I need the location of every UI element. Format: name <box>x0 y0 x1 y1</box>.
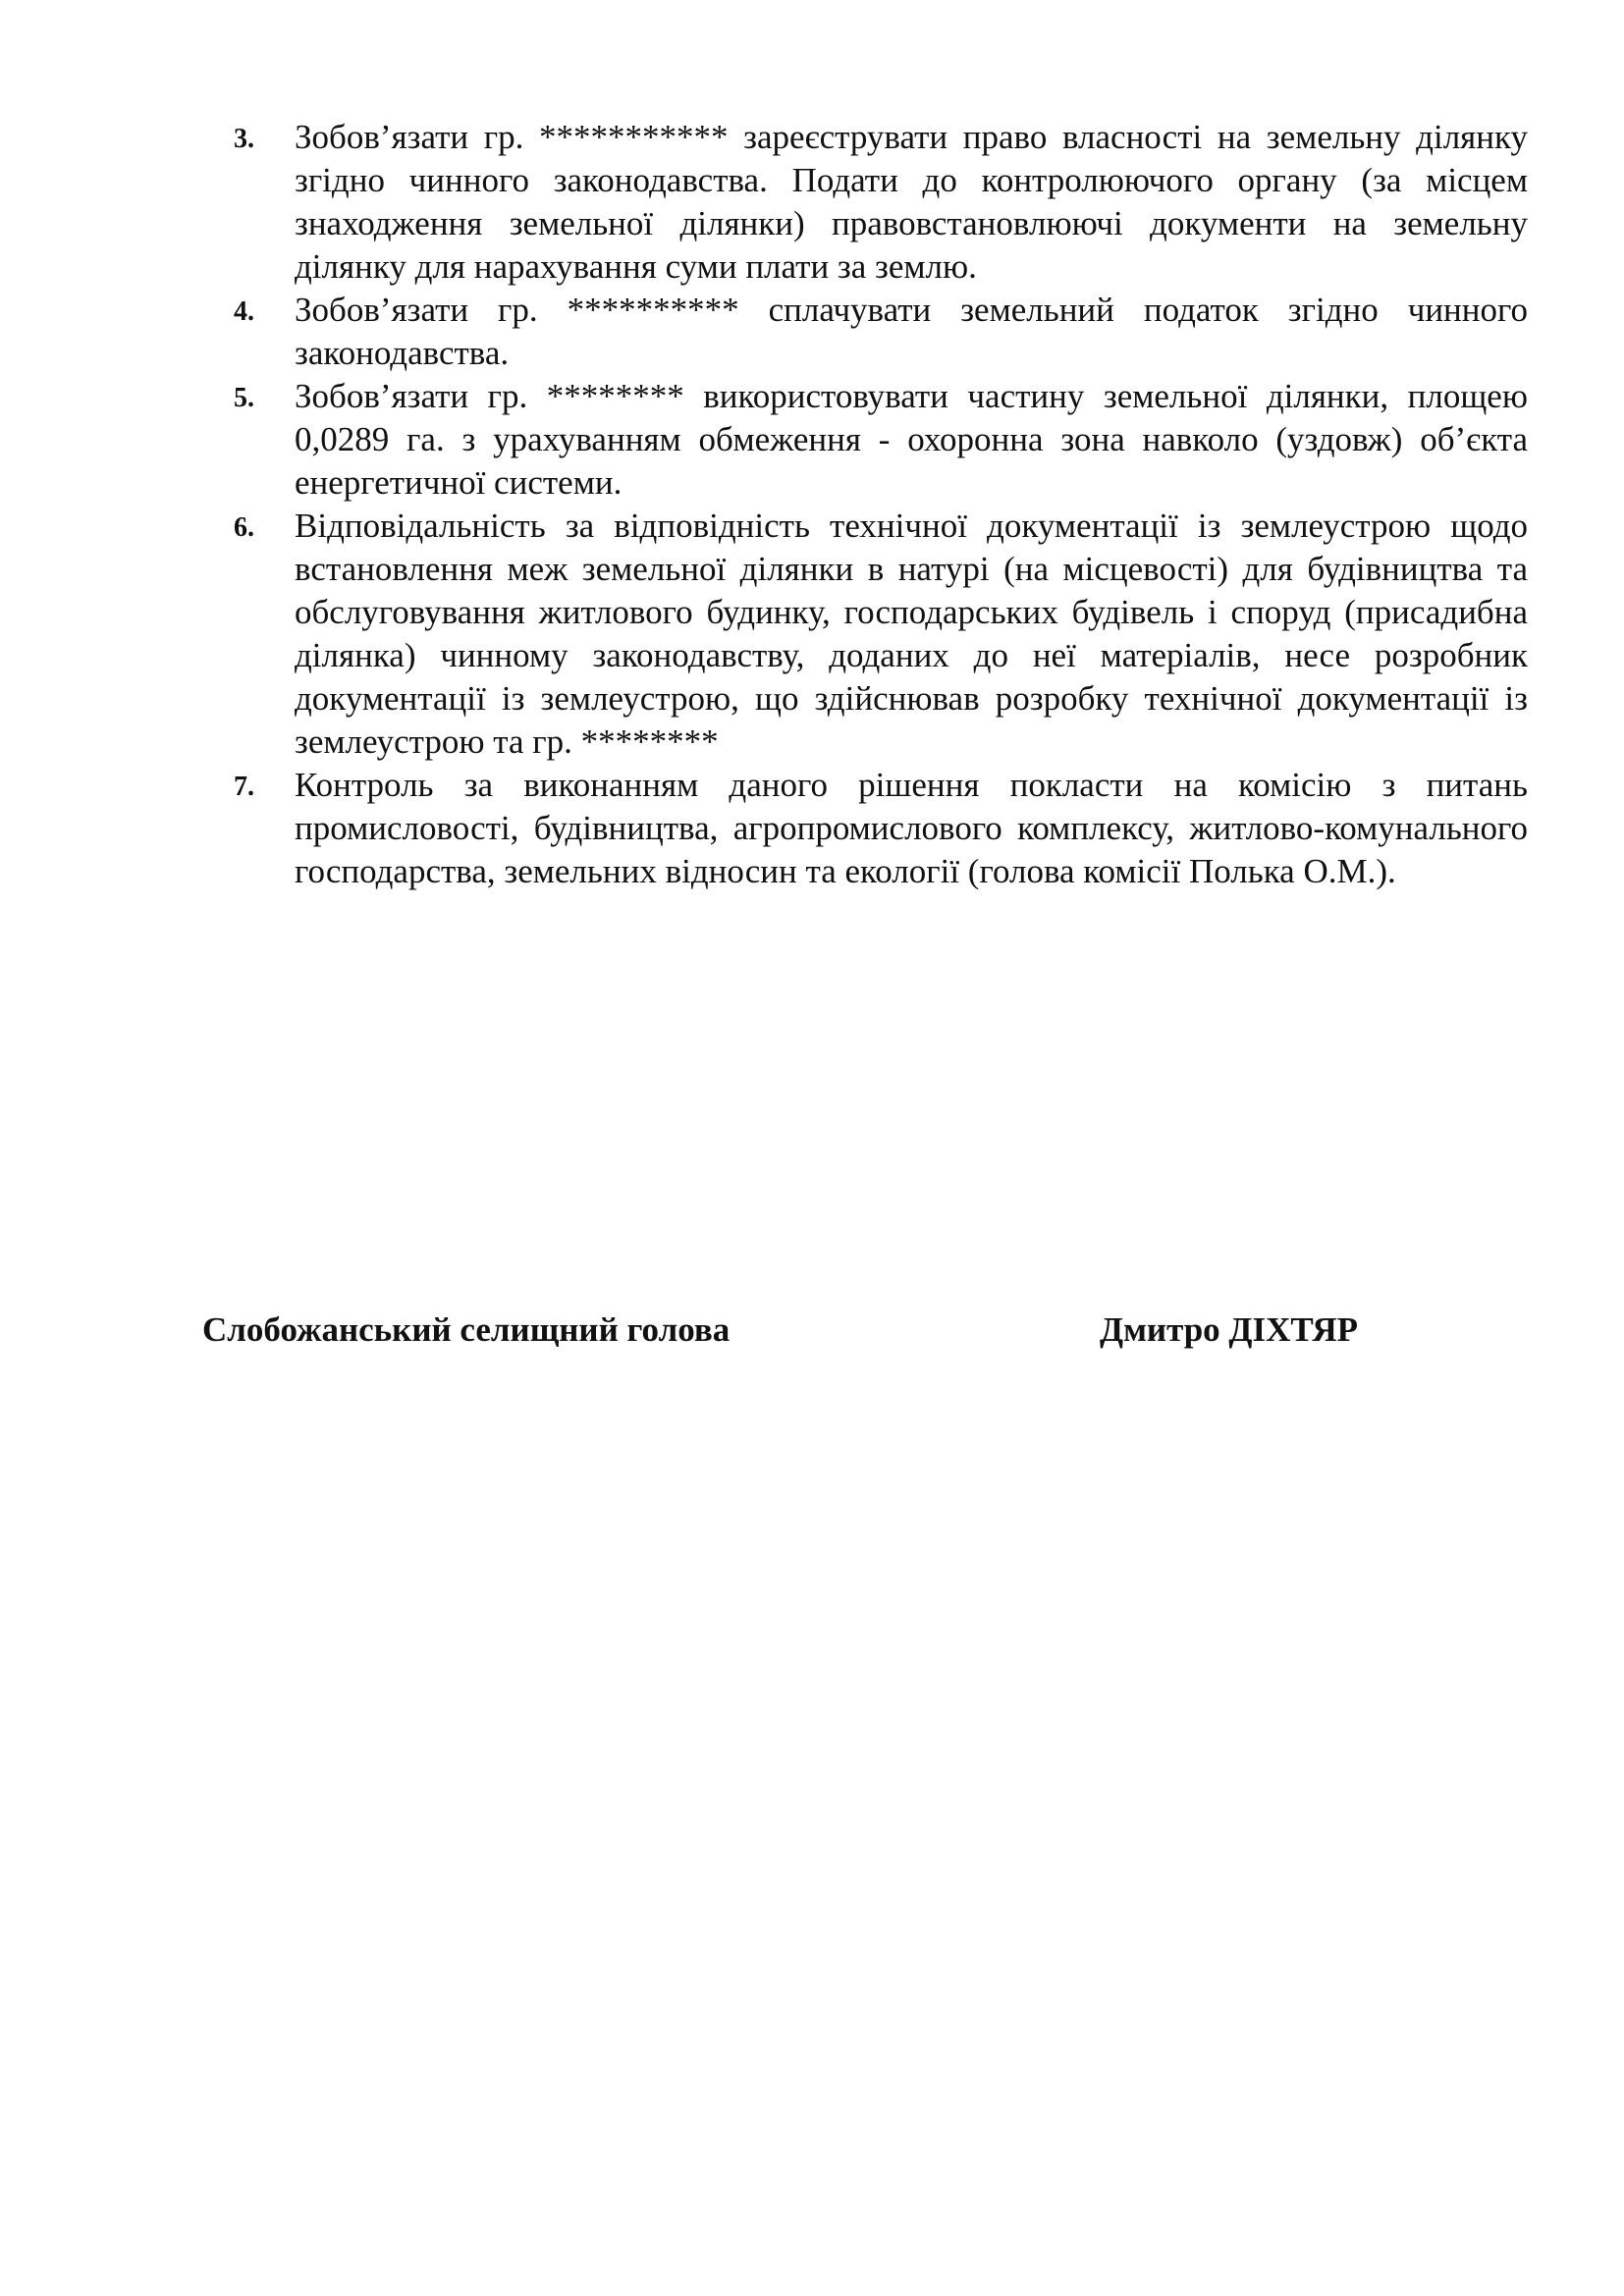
signatory-name: Дмитро ДІХТЯР <box>1100 1310 1359 1349</box>
item-number: 4. <box>234 296 254 327</box>
decision-item-3 <box>234 116 1528 289</box>
item-text: Контроль за виконанням даного рішення покласти на комісію з питань промисловості, будівництва, агропромислового комплексу, житлово-комунального господарства, земельних відносин та екології (голова комісії Полька О.М.). <box>295 766 1528 890</box>
signatory-title: Слобожанський селищний голова <box>202 1310 731 1349</box>
decision-items-list <box>234 116 1528 893</box>
item-text: Відповідальність за відповідність технічної документації із землеустрою щодо встановлення меж земельної ділянки в натурі (на місцевості) для будівництва та обслуговування житлового будинку, господарських будівель і споруд (присадибна ділянка) чинному законодавству, доданих до неї матеріалів, несе розробник документації із землеустрою, що здійснював розробку технічної документації із землеустрою та гр. ******** <box>295 507 1528 761</box>
item-text: Зобов’язати гр. ******** використовувати частину земельної ділянки, площею 0,0289 га. з урахуванням обмеження - охоронна зона навколо (уздовж) об’єкта енергетичної системи. <box>295 377 1528 502</box>
decision-item-7 <box>234 764 1528 893</box>
decision-item-4 <box>234 289 1528 375</box>
item-text: Зобов’язати гр. *********** зареєструвати право власності на земельну ділянку згідно чинного законодавства. Подати до контролюючого органу (за місцем знаходження земельної ділянки) правовстановлюючі документи на земельну ділянку для нарахування суми плати за землю. <box>295 118 1528 286</box>
decision-item-5 <box>234 375 1528 505</box>
decision-item-6 <box>234 505 1528 764</box>
item-number: 5. <box>234 383 254 413</box>
item-text: Зобов’язати гр. ********** сплачувати земельний податок згідно чинного законодавства. <box>295 291 1528 372</box>
item-number: 7. <box>234 772 254 802</box>
item-number: 6. <box>234 512 254 543</box>
item-number: 3. <box>234 124 254 154</box>
